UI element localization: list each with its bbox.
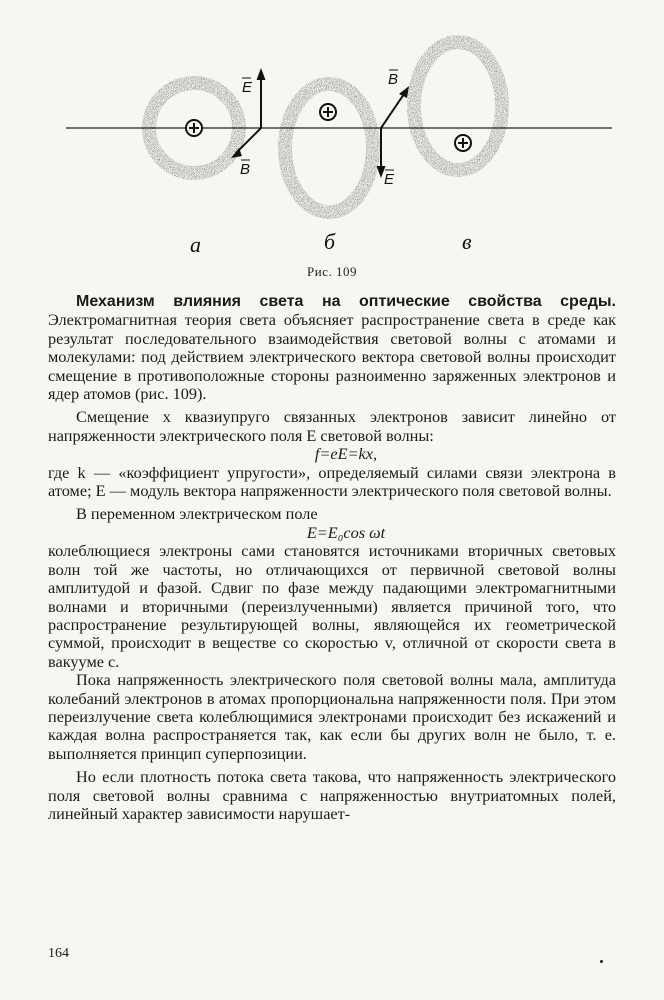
paragraph-1 (48, 292, 616, 403)
figure-caption: Рис. 109 (307, 264, 357, 279)
paragraph-7: Но если плотность потока света такова, что напряженность электрического поля световой волны сравнима с напряженностью внутриатомных полей, линейный характер зависимости нарушает- (48, 767, 616, 823)
label-B-b: B (388, 71, 399, 88)
paragraph-3: где k — «коэффициент упругости», определяемый силами связи электрона в атоме; E — модуль вектора напряженности электрического поля световой волны. (48, 462, 616, 501)
section-heading: Механизм влияния света на оптические свойства среды. (76, 293, 616, 310)
panel-label-a: а (190, 232, 201, 257)
electron-cloud-c (414, 42, 502, 170)
formula-field: E=E₀cos ωt (306, 522, 386, 542)
vector-B-up-right (381, 86, 409, 128)
paragraph-5: колеблющиеся электроны сами становятся источниками вторичных световых волн той же частоты, но отличающихся от первичной световой волны амплитудой и фазой. Сдвиг по фазе между падающими электромагнитными волнами и вторичными (переизлученными) является причиной того, что распространение результирующей волны, являющейся их геометрической суммой, происходит в веществе со скоростью v, отличной от скорости света в вакууме c. (48, 541, 616, 671)
vector-E-up (257, 68, 266, 128)
figure-drawing (0, 0, 664, 262)
body-text (48, 292, 616, 823)
paragraph-4: В переменном электрическом поле (76, 504, 318, 524)
print-dot (600, 960, 603, 963)
paragraph-1-text: Электромагнитная теория света объясняет распространение света в среде как результат последовательного взаимодействия световой волны с атомами и молекулами: под действием электрического вектора световой волны происходит смещение в противоположные стороны разноименно заряженных электронов и ядер атомов (рис. 109). (48, 310, 616, 404)
nucleus-a (186, 120, 202, 136)
label-E-a: E (242, 79, 253, 96)
paragraph-2: Смещение x квазиупруго связанных электронов зависит линейно от напряженности электрического поля E световой волны: (48, 407, 616, 445)
formula-force: f=eE=kx, (314, 444, 378, 464)
nucleus-c (455, 135, 471, 151)
figure-109 (0, 0, 664, 262)
paragraph-6: Пока напряженность электрического поля световой волны мала, амплитуда колебаний электронов в атомах пропорциональна напряженности поля. При этом переизлучение света колеблющимися электронами происходит без искажений и каждая волна распространяется так, как если бы других волн не было, т. е. выполняется принцип суперпозиции. (48, 670, 616, 763)
panel-label-b: б (324, 229, 336, 254)
panel-label-c: в (462, 229, 472, 254)
nucleus-b (320, 104, 336, 120)
label-E-b: E (384, 171, 395, 188)
page-number: 164 (48, 946, 69, 961)
label-B-a: B (240, 161, 251, 178)
